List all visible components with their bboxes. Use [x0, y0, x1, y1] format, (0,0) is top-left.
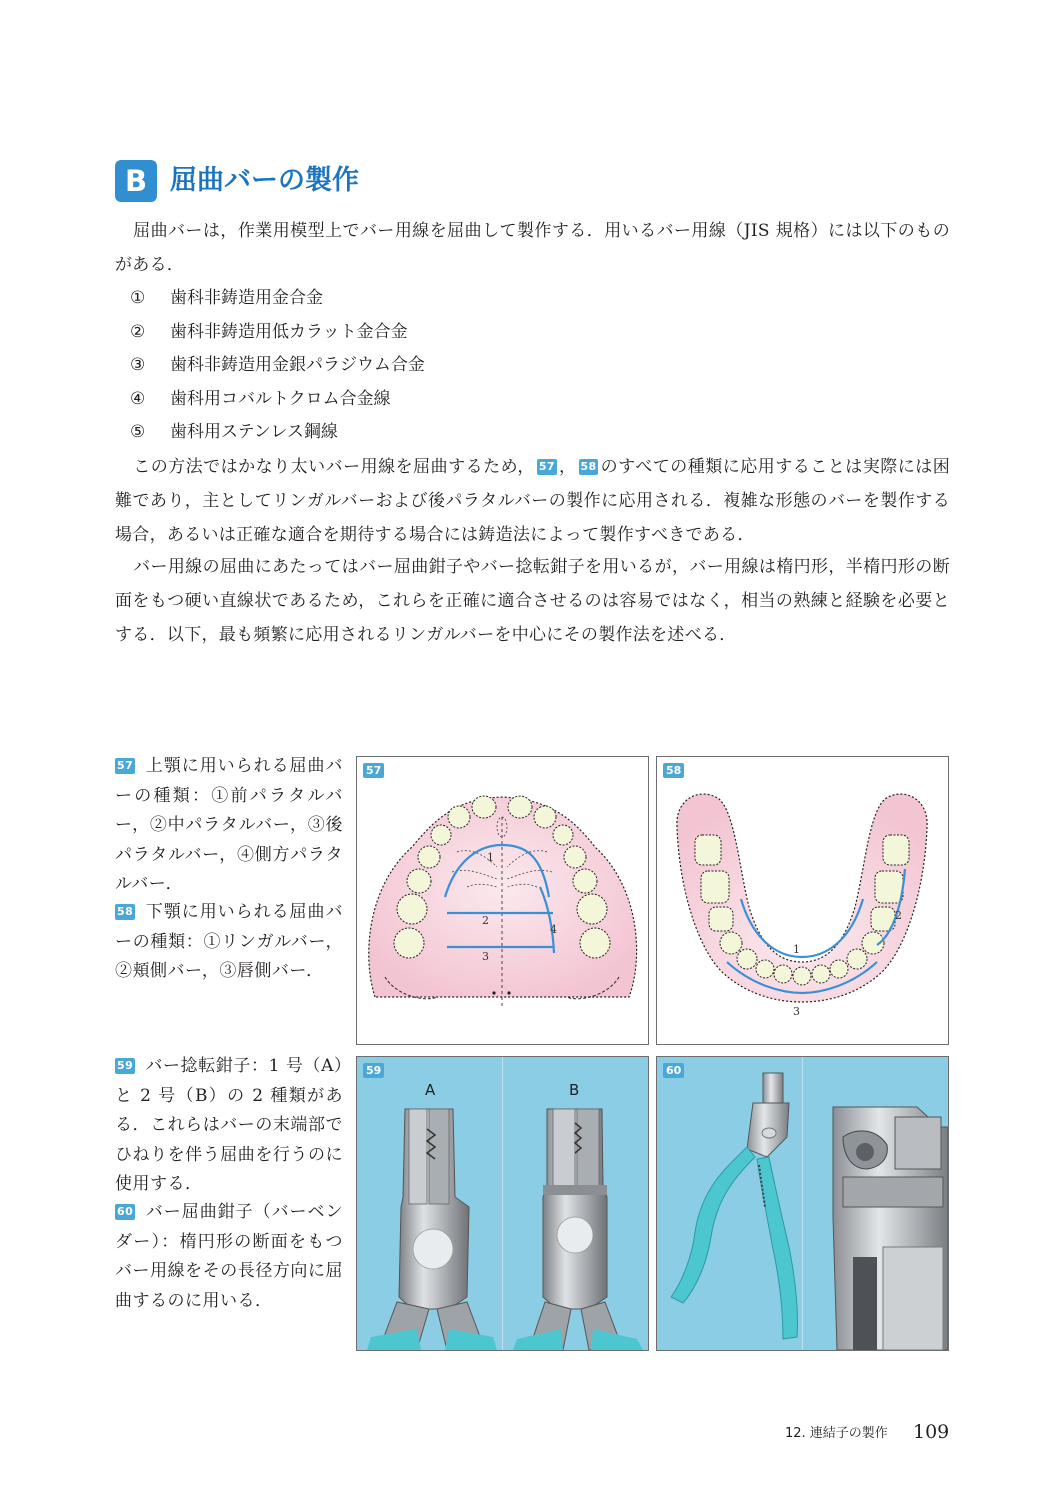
materials-list [130, 282, 930, 450]
caption-text: バー捻転鉗子：1 号（A）と 2 号（B）の 2 種類がある．これらはバーの末端部でひねりを伴う屈曲を行うのに使用する． [115, 1056, 343, 1194]
bar-bender-closeup [833, 1107, 948, 1350]
footer-chapter: 12. 連結子の製作 [785, 1426, 888, 1441]
maxilla-illustration [357, 757, 648, 1044]
intro-paragraph [115, 214, 950, 282]
figure-ref-58[interactable]: 58 [580, 460, 597, 473]
para2-pre: この方法ではかなり太いバー用線を屈曲するため， [133, 457, 535, 477]
label-bar-1: 1 [793, 943, 800, 956]
paragraph-3 [115, 550, 950, 652]
list-text: 歯科非鋳造用金合金 [170, 288, 323, 308]
caption-59 [115, 1052, 343, 1200]
label-bar-2: 2 [895, 909, 902, 922]
list-number: ⑤ [130, 422, 146, 442]
plier-b [513, 1109, 643, 1350]
caption-text: 下顎に用いられる屈曲バーの種類：①リンガルバー，②頬側バー，③唇側バー． [115, 902, 343, 981]
caption-ref-57: 57 [117, 759, 134, 772]
figure-60-bending-pliers-photo [656, 1056, 949, 1351]
caption-57 [115, 752, 343, 900]
mandible-illustration [657, 757, 948, 1044]
list-text: 歯科非鋳造用金銀パラジウム合金 [170, 355, 425, 375]
list-item [130, 316, 930, 350]
list-item [130, 282, 930, 316]
list-item [130, 349, 930, 383]
figure-badge: 58 [663, 763, 684, 778]
list-text: 歯科用コバルトクロム合金線 [170, 388, 391, 409]
list-text: 歯科非鋳造用低カラット金合金 [170, 321, 408, 342]
figure-badge: 60 [663, 1063, 684, 1078]
paragraph-2 [115, 450, 950, 552]
bar-bender-full [671, 1073, 798, 1339]
photo-label-a: A [425, 1081, 436, 1099]
label-bar-3: 3 [482, 950, 489, 963]
list-item [130, 416, 930, 450]
figure-ref-57[interactable]: 57 [538, 460, 555, 473]
plier-a [367, 1109, 497, 1350]
caption-ref-58: 58 [117, 905, 134, 918]
list-number: ③ [130, 355, 146, 375]
figure-58-mandible-diagram [656, 756, 949, 1045]
list-number: ④ [130, 388, 146, 409]
photo-label-b: B [569, 1081, 580, 1099]
page-number: 109 [913, 1421, 950, 1443]
list-text: 歯科用ステンレス鋼線 [170, 422, 338, 442]
figure-badge: 59 [363, 1063, 384, 1078]
para2-sep: ， [558, 457, 577, 477]
intro-text: 屈曲バーは，作業用模型上でバー用線を屈曲して製作する．用いるバー用線（JIS 規格）には以下のものがある． [115, 221, 950, 275]
label-bar-4: 4 [550, 923, 557, 936]
para3-text: バー用線の屈曲にあたってはバー屈曲鉗子やバー捻転鉗子を用いるが，バー用線は楕円形，半楕円形の断面をもつ硬い直線状であるため，これらを正確に適合させるのは容易ではなく，相当の熟練と経験を必要とする．以下，最も頻繁に応用されるリンガルバーを中心にその製作法を述べる． [115, 557, 950, 645]
figure-59-twisting-pliers-photo [356, 1056, 649, 1351]
list-number: ① [130, 288, 146, 308]
caption-60 [115, 1198, 343, 1316]
figure-57-maxilla-diagram [356, 756, 649, 1045]
caption-ref-60: 60 [117, 1205, 134, 1218]
caption-text: バー屈曲鉗子（バーベンダー）：楕円形の断面をもつバー用線をその長径方向に屈曲するのに用いる． [115, 1202, 343, 1311]
para2-post: のすべての種類に応用することは実際には困難であり，主としてリンガルバーおよび後パラタルバーの製作に応用される．複雑な形態のバーを製作する場合，あるいは正確な適合を期待する場合には鋳造法によって製作すべきである． [115, 457, 950, 545]
label-bar-3: 3 [793, 1005, 800, 1018]
section-badge: B [115, 160, 157, 202]
figure-badge: 57 [363, 763, 384, 778]
caption-ref-59: 59 [117, 1059, 134, 1072]
caption-text: 上顎に用いられる屈曲バーの種類：①前パラタルバー，②中パラタルバー，③後パラタルバー，④側方パラタルバー． [115, 756, 343, 894]
label-bar-2: 2 [482, 914, 489, 927]
label-bar-1: 1 [487, 851, 494, 864]
list-item [130, 383, 930, 417]
section-title: 屈曲バーの製作 [170, 165, 359, 196]
list-number: ② [130, 321, 146, 342]
caption-58 [115, 898, 343, 987]
